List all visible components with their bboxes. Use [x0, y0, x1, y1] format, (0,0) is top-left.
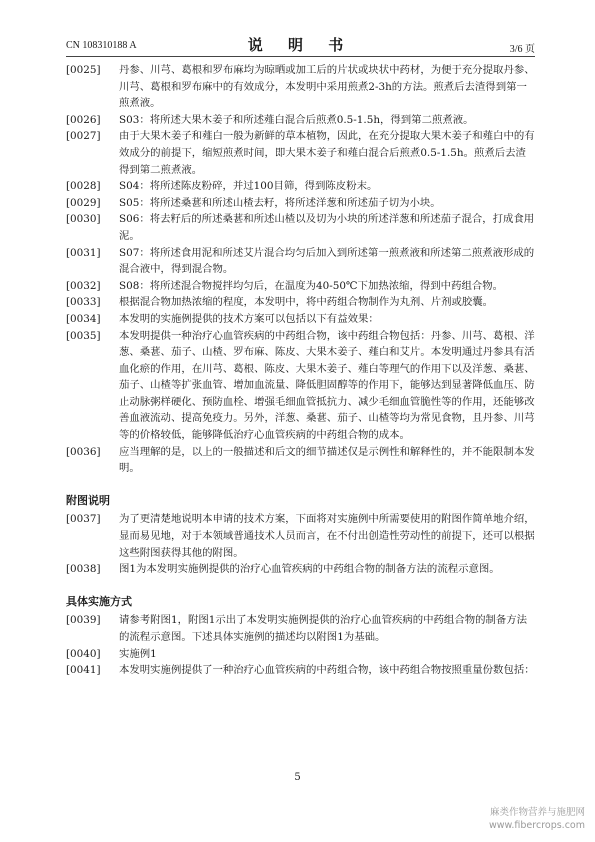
paragraph-text: 根据混合物加热浓缩的程度，本发明中，将中药组合物制作为丸剂、片剂或胶囊。 [119, 296, 494, 309]
paragraph-text: S07：将所述食用泥和所述艾片混合均匀后加入到所述第一煎煮液和所述第二煎煮液形成的混合液中，得到混合物。 [119, 246, 535, 276]
paragraph [66, 128, 535, 178]
paragraph [66, 245, 535, 278]
paragraph [66, 178, 535, 195]
paragraph-text: 本发明提供一种治疗心血管疾病的中药组合物，该中药组合物包括：丹参、川芎、葛根、洋葱、桑葚、茄子、山楂、罗布麻、陈皮、大果木姜子、薤白和艾片。本发明通过丹参具有活血化瘀的作用，在川芎、葛根、陈皮、大果木姜子、薤白等理气的作用下以及洋葱、桑葚、茄子、山楂等扩张血管、增加血流量、降低胆固醇等的作用下，能够达到显著降低血压、防止动脉粥样硬化、预防血栓、增强毛细血管抵抗力、减少毛细血管脆性等的作用，还能够改善血液流动、提高免疫力。另外，洋葱、桑葚、茄子、山楂等均为常见食物，且丹参、川芎等的价格较低，能够降低治疗心血管疾病的中药组合物的成本。 [119, 329, 535, 442]
paragraph [66, 444, 535, 477]
paragraph [66, 561, 535, 578]
paragraph [66, 662, 535, 679]
paragraph [66, 62, 535, 112]
paragraph-number: [0037] [66, 513, 101, 526]
paragraph-text: S05：将所述桑葚和所述山楂去籽，将所述洋葱和所述茄子切为小块。 [119, 196, 441, 209]
paragraph-text: S08：将所述混合物搅拌均匀后，在温度为40-50℃下加热浓缩，得到中药组合物。 [119, 279, 504, 292]
paragraph-text: 图1为本发明实施例提供的治疗心血管疾病的中药组合物的制备方法的流程示意图。 [119, 563, 500, 576]
section-heading-figures: 附图说明 [66, 493, 110, 507]
paragraph-number: [0029] [66, 196, 101, 209]
paragraph-number: [0032] [66, 279, 101, 292]
paragraph-text: 请参考附图1，附图1示出了本发明实施例提供的治疗心血管疾病的中药组合物的制备方法的流程示意图。下述具体实施例的描述均以附图1为基础。 [119, 614, 528, 643]
paragraph-number: [0033] [66, 296, 101, 309]
paragraph-text: 由于大果木姜子和薤白一般为新鲜的草本植物，因此，在充分提取大果木姜子和薤白中的有效成分的前提下，缩短煎煮时间，即大果木姜子和薤白混合后煎煮0.5-1.5h。煎煮后去渣得到第二煎煮液。 [119, 130, 535, 176]
paragraph-number: [0027] [66, 130, 101, 143]
paragraph-number: [0026] [66, 113, 101, 126]
page-header [66, 34, 535, 54]
paragraph-number: [0036] [66, 445, 101, 458]
paragraph [66, 311, 535, 328]
paragraph-number: [0041] [66, 664, 101, 677]
paragraph-text: 本发明的实施例提供的技术方案可以包括以下有益效果： [119, 312, 379, 325]
paragraph-text: S04：将所述陈皮粉碎，并过100目筛，得到陈皮粉末。 [119, 180, 378, 193]
page-count: 3/6 页 [509, 44, 535, 55]
document-title: 说 明 书 [247, 36, 354, 54]
paragraph-text: 丹参、川芎、葛根和罗布麻均为晾晒或加工后的片状或块状中药材，为便于充分提取丹参、川芎、葛根和罗布麻中的有效成分，本发明中采用煎煮2-3h的方法。煎煮后去渣得到第一煎煮液。 [119, 64, 535, 110]
paragraph-number: [0038] [66, 563, 101, 576]
page-number: 5 [294, 772, 301, 783]
paragraph-number: [0034] [66, 312, 101, 325]
paragraph-number: [0025] [66, 64, 101, 76]
paragraph [66, 278, 535, 295]
paragraph [66, 511, 535, 561]
paragraph-number: [0035] [66, 329, 101, 342]
section-heading-embodiments: 具体实施方式 [66, 594, 132, 608]
paragraph-group-a [66, 62, 535, 477]
paragraph-number: [0031] [66, 246, 101, 259]
paragraph [66, 294, 535, 311]
document-body [66, 62, 535, 679]
paragraph-text: 本发明实施例提供了一种治疗心血管疾病的中药组合物，该中药组合物按照重量份数包括： [119, 664, 535, 677]
watermark-url: www.fibercrops.com [488, 820, 585, 831]
paragraph [66, 646, 535, 663]
paragraph [66, 612, 535, 645]
paragraph-number: [0030] [66, 213, 101, 226]
paragraph-text: S03：将所述大果木姜子和所述薤白混合后煎煮0.5-1.5h，得到第二煎煮液。 [119, 113, 474, 126]
paragraph [66, 112, 535, 129]
paragraph-number: [0040] [66, 647, 101, 660]
paragraph [66, 195, 535, 212]
paragraph-text: 为了更清楚地说明本申请的技术方案，下面将对实施例中所需要使用的附图作简单地介绍，显而易见地，对于本领域普通技术人员而言，在不付出创造性劳动性的前提下，还可以根据这些附图获得其他的附图。 [119, 513, 535, 559]
paragraph-text: S06：将去籽后的所述桑葚和所述山楂以及切为小块的所述洋葱和所述茄子混合，打成食用泥。 [119, 213, 535, 242]
paragraph-text: 实施例1 [119, 647, 157, 660]
paragraph-number: [0039] [66, 614, 101, 627]
paragraph-text: 应当理解的是，以上的一般描述和后文的细节描述仅是示例性和解释性的，并不能限制本发明。 [119, 445, 535, 475]
header-rule [66, 56, 535, 57]
publication-number: CN 108310188 A [66, 40, 137, 51]
paragraph [66, 211, 535, 244]
paragraph-group-c [66, 612, 535, 678]
paragraph-number: [0028] [66, 180, 101, 193]
paragraph-group-b [66, 511, 535, 577]
watermark-site-name: 麻类作物营养与施肥网 [489, 807, 585, 818]
paragraph [66, 328, 535, 444]
site-watermark [489, 806, 585, 832]
